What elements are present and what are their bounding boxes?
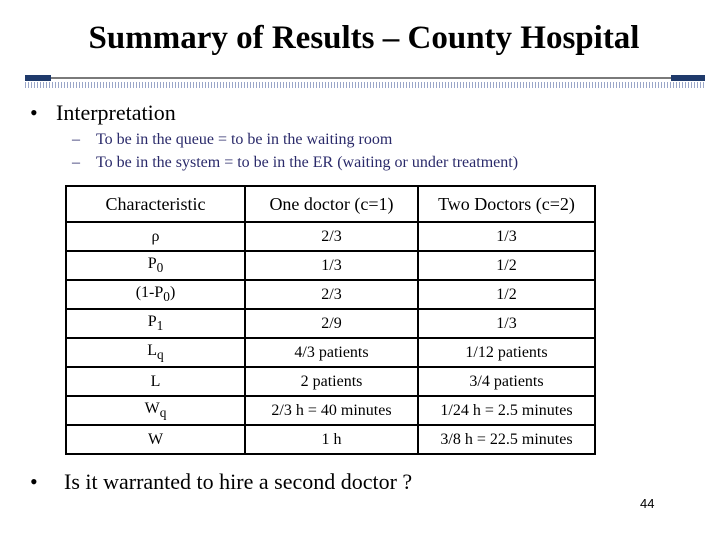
table-row	[66, 338, 595, 367]
row-one-doctor: 2/3 h = 40 minutes	[245, 396, 418, 425]
table-header-row	[66, 186, 595, 222]
divider-hatch	[25, 82, 705, 88]
char-symbol: P	[147, 312, 157, 330]
char-subscript: q	[157, 347, 164, 363]
table-row	[66, 222, 595, 251]
row-two-doctors: 3/4 patients	[418, 367, 595, 396]
table-row	[66, 425, 595, 454]
row-one-doctor: 1 h	[245, 425, 418, 454]
row-one-doctor: 1/3	[245, 251, 418, 280]
sub-bullet-text: To be in the system = to be in the ER (waiting or under treatment)	[96, 154, 519, 171]
results-table	[65, 185, 596, 455]
char-subscript: 0	[156, 260, 164, 276]
row-two-doctors: 3/8 h = 22.5 minutes	[418, 425, 595, 454]
char-symbol: (1-P	[135, 283, 164, 301]
header-one-doctor: One doctor (c=1)	[245, 186, 418, 222]
char-suffix: )	[169, 283, 176, 301]
char-symbol: ρ	[151, 227, 160, 245]
bullet-interpretation	[30, 100, 176, 126]
char-symbol: L	[150, 372, 161, 390]
char-subscript: 1	[156, 318, 164, 334]
char-symbol: P	[147, 254, 157, 272]
row-two-doctors: 1/3	[418, 309, 595, 338]
row-two-doctors: 1/3	[418, 222, 595, 251]
table-row	[66, 251, 595, 280]
bullet-icon: •	[30, 469, 38, 494]
sub-bullet-system	[72, 154, 518, 172]
row-one-doctor: 2/9	[245, 309, 418, 338]
row-characteristic	[66, 280, 245, 309]
char-symbol: W	[144, 399, 160, 417]
row-two-doctors: 1/2	[418, 251, 595, 280]
row-characteristic	[66, 338, 245, 367]
divider-line	[25, 77, 705, 79]
row-characteristic	[66, 425, 245, 454]
dash-icon: –	[72, 154, 80, 171]
row-characteristic	[66, 222, 245, 251]
divider-cap-left	[25, 75, 51, 81]
title-divider	[25, 72, 705, 90]
row-characteristic	[66, 309, 245, 338]
char-subscript: 0	[163, 289, 170, 305]
row-two-doctors: 1/12 patients	[418, 338, 595, 367]
row-one-doctor: 4/3 patients	[245, 338, 418, 367]
row-one-doctor: 2/3	[245, 280, 418, 309]
page-number: 44	[640, 496, 655, 511]
char-symbol: L	[147, 341, 158, 359]
bullet-text: Is it warranted to hire a second doctor ?	[64, 469, 413, 494]
row-characteristic	[66, 251, 245, 280]
row-two-doctors: 1/24 h = 2.5 minutes	[418, 396, 595, 425]
sub-bullet-queue	[72, 131, 392, 149]
table-row	[66, 367, 595, 396]
divider-cap-right	[671, 75, 705, 81]
char-subscript: q	[159, 405, 167, 421]
dash-icon: –	[72, 131, 80, 148]
row-characteristic	[66, 367, 245, 396]
header-characteristic: Characteristic	[66, 186, 245, 222]
bullet-icon: •	[30, 100, 38, 125]
bullet-text: Interpretation	[56, 100, 176, 125]
sub-bullet-text: To be in the queue = to be in the waiting room	[96, 131, 393, 148]
table-row	[66, 280, 595, 309]
header-two-doctors: Two Doctors (c=2)	[418, 186, 595, 222]
row-one-doctor: 2 patients	[245, 367, 418, 396]
slide-title: Summary of Results – County Hospital	[88, 20, 640, 56]
bullet-question	[30, 469, 412, 495]
row-two-doctors: 1/2	[418, 280, 595, 309]
char-symbol: W	[147, 430, 164, 448]
row-characteristic	[66, 396, 245, 425]
table-row	[66, 396, 595, 425]
row-one-doctor: 2/3	[245, 222, 418, 251]
table-row	[66, 309, 595, 338]
